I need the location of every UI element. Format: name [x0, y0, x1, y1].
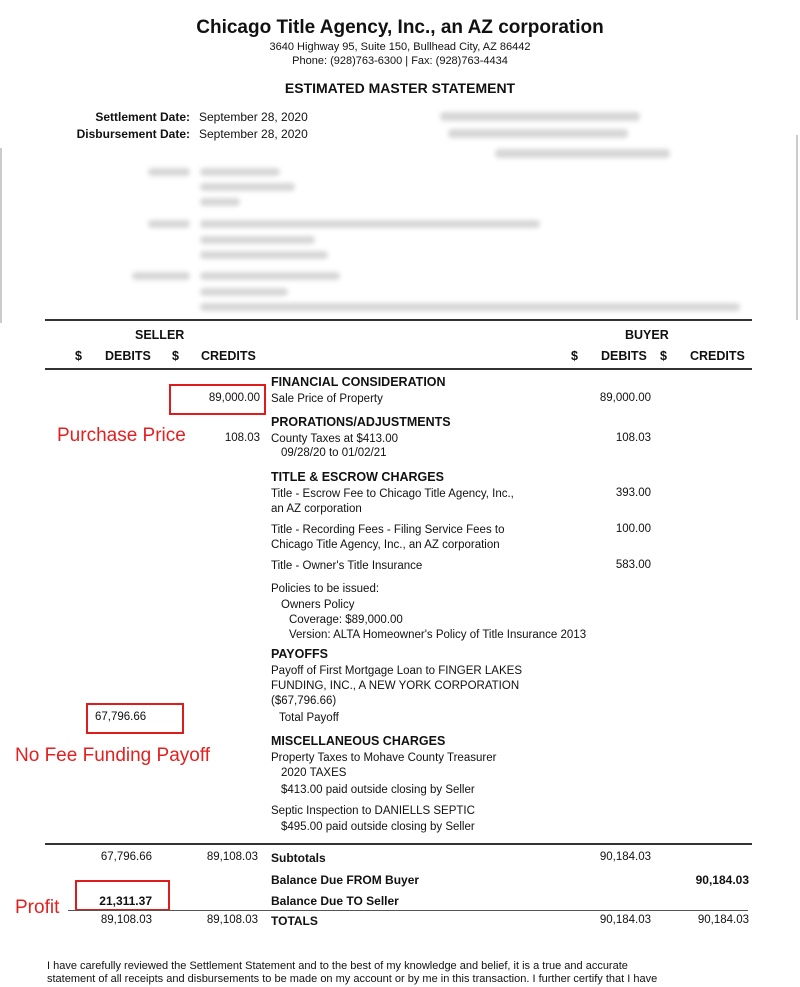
totals-label: TOTALS [271, 914, 318, 928]
table-header-rule [45, 368, 752, 370]
financial-heading: FINANCIAL CONSIDERATION [271, 375, 446, 389]
redacted-escrow-number [440, 112, 640, 121]
escrow-fee-amount: 393.00 [615, 487, 651, 499]
misc-septic-line2: $495.00 paid outside closing by Seller [281, 821, 475, 833]
policy-coverage: Coverage: $89,000.00 [289, 614, 403, 626]
buyer-debits-heading: DEBITS [601, 349, 647, 363]
buyer-heading: BUYER [625, 328, 669, 342]
buyer-credits-heading: CREDITS [690, 349, 745, 363]
prorations-heading: PRORATIONS/ADJUSTMENTS [271, 415, 451, 429]
redacted-seller-label [148, 220, 190, 228]
buyer-dollar-2: $ [660, 349, 667, 363]
prorations-line1: County Taxes at $413.00 [271, 433, 399, 445]
recording-fee-line2: Chicago Title Agency, Inc., an AZ corporation [271, 539, 500, 551]
misc-heading: MISCELLANEOUS CHARGES [271, 734, 446, 748]
redacted-property [200, 272, 340, 280]
owners-policy: Owners Policy [281, 599, 355, 611]
subtotal-seller-debit: 67,796.66 [100, 851, 152, 863]
redacted-buyer [200, 168, 280, 176]
recording-fee-amount: 100.00 [615, 523, 651, 535]
settlement-date-label: Settlement Date: [95, 110, 190, 124]
total-buyer-debit: 90,184.03 [599, 914, 651, 926]
profit-annotation: Profit [15, 897, 60, 918]
certification-line1: I have carefully reviewed the Settlement Statement and to the best of my knowledge and belief, it is a true and accurate [47, 960, 628, 972]
seller-dollar-2: $ [172, 349, 179, 363]
subtotal-buyer-debit: 90,184.03 [599, 851, 651, 863]
purchase-price-annotation: Purchase Price [57, 425, 186, 446]
balance-to-seller-label: Balance Due TO Seller [271, 894, 399, 908]
redacted-email [495, 149, 670, 158]
prorations-seller-credit: 108.03 [224, 432, 260, 444]
seller-credits-heading: CREDITS [201, 349, 256, 363]
seller-debits-heading: DEBITS [105, 349, 151, 363]
company-address: 3640 Highway 95, Suite 150, Bullhead City, AZ 86442 [269, 41, 531, 53]
balance-to-seller-value: 21,311.37 [99, 894, 152, 908]
payoff-line4: Total Payoff [279, 712, 339, 724]
redacted-property-lot [200, 303, 740, 311]
redacted-buyer-addr [200, 183, 295, 191]
payoff-seller-debit: 67,796.66 [95, 711, 147, 723]
sale-price-seller-credit: 89,000.00 [208, 392, 260, 404]
sale-price-buyer-debit: 89,000.00 [599, 392, 651, 404]
total-buyer-credit: 90,184.03 [697, 914, 749, 926]
policy-version: Version: ALTA Homeowner's Policy of Title Insurance 2013 [289, 629, 587, 641]
payoffs-heading: PAYOFFS [271, 647, 328, 661]
payoff-line3: ($67,796.66) [271, 695, 337, 707]
redacted-escrow-officer [448, 129, 628, 138]
sale-price-label: Sale Price of Property [271, 393, 383, 405]
escrow-fee-line2: an AZ corporation [271, 503, 362, 515]
policies-label: Policies to be issued: [271, 583, 380, 595]
redacted-buyer-label [148, 168, 190, 176]
no-fee-payoff-annotation: No Fee Funding Payoff [15, 745, 211, 766]
statement-title: ESTIMATED MASTER STATEMENT [284, 80, 516, 96]
escrow-fee-line1: Title - Escrow Fee to Chicago Title Agency, Inc., [271, 488, 514, 500]
total-seller-debit: 89,108.03 [100, 914, 152, 926]
subtotals-rule [45, 843, 752, 845]
purchase-price-highlight [169, 384, 266, 415]
misc-tax-line3: $413.00 paid outside closing by Seller [281, 784, 475, 796]
payoff-line1: Payoff of First Mortgage Loan to FINGER LAKES [271, 665, 522, 677]
prorations-line2: 09/28/20 to 01/02/21 [281, 447, 387, 459]
left-margin-mark [0, 148, 2, 323]
redacted-property-label [132, 272, 190, 280]
seller-heading: SELLER [135, 328, 185, 342]
buyer-dollar-1: $ [571, 349, 578, 363]
redacted-seller-addr [200, 236, 315, 244]
misc-tax-line2: 2020 TAXES [281, 767, 347, 779]
total-seller-credit: 89,108.03 [206, 914, 258, 926]
certification-line2: statement of all receipts and disbursements to be made on my account or by me in this transaction. I further certify that I have [47, 973, 658, 985]
redacted-seller-addr2 [200, 251, 328, 259]
redacted-seller [200, 220, 540, 228]
prorations-buyer-debit: 108.03 [615, 432, 651, 444]
payoff-highlight [86, 703, 184, 734]
owners-insurance-amount: 583.00 [615, 559, 651, 571]
misc-septic-line1: Septic Inspection to DANIELLS SEPTIC [271, 805, 475, 817]
subtotal-seller-credit: 89,108.03 [206, 851, 258, 863]
disbursement-date-value: September 28, 2020 [199, 127, 308, 141]
subtotals-label: Subtotals [271, 851, 326, 865]
payoff-line2: FUNDING, INC., A NEW YORK CORPORATION [271, 680, 520, 692]
seller-dollar-1: $ [75, 349, 82, 363]
owners-insurance-line: Title - Owner's Title Insurance [271, 560, 423, 572]
misc-tax-line1: Property Taxes to Mohave County Treasurer [271, 752, 497, 764]
table-top-rule [45, 319, 752, 321]
right-margin-mark [796, 135, 798, 320]
redacted-buyer-addr2 [200, 198, 240, 206]
balance-from-buyer-value: 90,184.03 [695, 873, 749, 887]
title-escrow-heading: TITLE & ESCROW CHARGES [271, 470, 444, 484]
recording-fee-line1: Title - Recording Fees - Filing Service Fees to [271, 524, 505, 536]
totals-rule [68, 910, 748, 911]
balance-from-buyer-label: Balance Due FROM Buyer [271, 873, 420, 887]
settlement-date-value: September 28, 2020 [199, 110, 308, 124]
company-title: Chicago Title Agency, Inc., an AZ corporation [196, 17, 604, 38]
company-phone: Phone: (928)763-6300 | Fax: (928)763-4434 [292, 55, 508, 67]
disbursement-date-label: Disbursement Date: [76, 127, 190, 141]
redacted-property-city [200, 288, 288, 296]
